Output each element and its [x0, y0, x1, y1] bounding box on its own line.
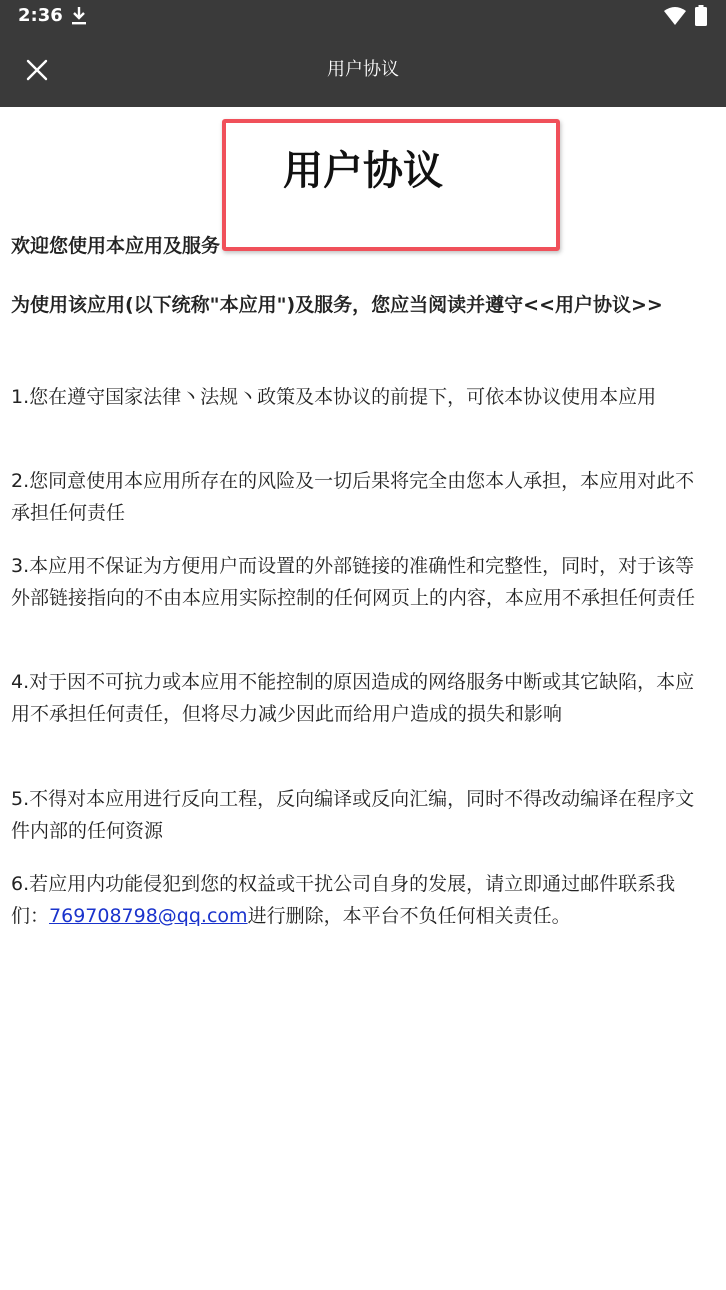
wifi-icon [664, 7, 686, 25]
agreement-item-3: 3.本应用不保证为方便用户而设置的外部链接的准确性和完整性，同时，对于该等外部链接指向的不由本应用实际控制的任何网页上的内容，本应用不承担任何责任 [11, 555, 696, 609]
agreement-item-5: 5.不得对本应用进行反向工程，反向编译或反向汇编，同时不得改动编译在程序文件内部的任何资源 [11, 788, 695, 842]
agreement-item-2: 2.您同意使用本应用所存在的风险及一切后果将完全由您本人承担，本应用对此不承担任何责任 [11, 470, 695, 524]
battery-icon [695, 5, 707, 26]
download-icon [70, 6, 88, 26]
app-bar [0, 32, 726, 107]
contact-email-link[interactable]: 769708798@qq.com [49, 905, 248, 927]
agreement-item-6 [11, 868, 711, 932]
document-heading: 用户协议 [283, 148, 443, 194]
app-bar-title: 用户协议 [327, 59, 399, 80]
welcome-text: 欢迎您使用本应用及服务 [11, 235, 221, 257]
status-bar [0, 0, 726, 32]
intro-text: 为使用该应用(以下统称"本应用")及服务，您应当阅读并遵守<<用户协议>> [11, 294, 663, 316]
agreement-item-1: 1.您在遵守国家法律丶法规丶政策及本协议的前提下，可依本协议使用本应用 [11, 386, 657, 408]
item-6-suffix: 进行删除，本平台不负任何相关责任。 [247, 905, 571, 927]
agreement-content[interactable] [0, 107, 726, 1290]
agreement-item-4: 4.对于因不可抗力或本应用不能控制的原因造成的网络服务中断或其它缺陷，本应用不承担任何责任，但将尽力减少因此而给用户造成的损失和影响 [11, 671, 695, 725]
item-6-text: 6.若应用内功能侵犯到您的权益或干扰公司自身的发展，请立即通过邮件联系我们： [11, 873, 676, 927]
status-time: 2:36 [18, 5, 63, 26]
